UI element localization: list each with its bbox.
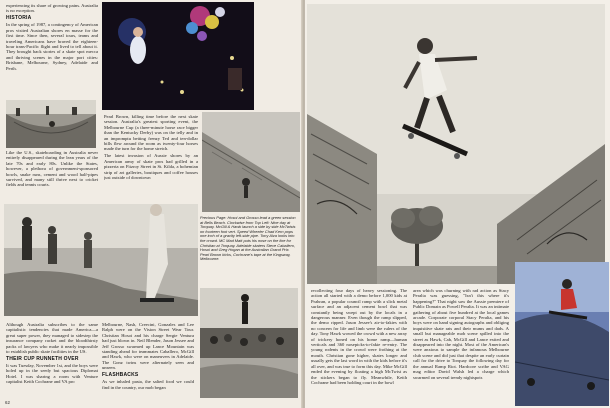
middle-paragraph-2: The latest invasion of Aussie shores by an American army of skate pros had grilled in a pizzeria on Fitzroy Street in St. Kilda, a bohemian strip of art galleries, boutiques and coffee houses just outside of downtown bbox=[104, 153, 198, 180]
photo-inset-skater bbox=[515, 262, 609, 406]
lower-left-paragraph-1: Although Australia subscribes to the same capitalistic tendencies that made America—a great super power, they managed to sidestep the insurance company racket and the bloodthirsty packs of lawyers who make it nearly impossible to establish public skate facilities in the US. bbox=[6, 322, 98, 355]
section-heading-history: HISTORIA bbox=[6, 15, 32, 22]
article-column-bottom-middle bbox=[102, 322, 194, 402]
photo-wall-ride bbox=[202, 112, 300, 212]
lower-middle-paragraph-2: As we inhaled pasta, the salted food we could find in the country, our mob began bbox=[102, 379, 194, 390]
history-paragraph: In the spring of 1987, a contingency of American pros visited Australian shores en masse for the first time. Since then, several tours, teams and traveling Americans have braved the eighteen-hour trans-Pacific flight and lived to tell about it. They brought back stories of a skate spot mecca and thriving scenes in the major port cities: Brisbane, Melbourne, Sydney, Adelaide and Perth. bbox=[6, 22, 98, 71]
right-page bbox=[305, 0, 610, 408]
article-column-bottom-left bbox=[6, 322, 98, 402]
history-paragraph-2: Like the U.S., skateboarding in Australia never entirely disappeared during the lean years of the late 70s and early 80s. Unlike the States, however, a plethora of government-sponsored bowls, snake runs, cement and wood half-pipes survived, and many still thrive next to cricket fields and tennis courts. bbox=[6, 150, 98, 188]
photo-caption: Previous Page: Hosoi and Grosso lead a green session at Bells Beach. Clockwise from Top Left: Nine day at Torquay. McGill & Hawk launch a side by side McTwists on fourteen foot vert. Speed Wheeler Chad Kern pops one inch of a gravity left-side pipe. Tony Alva looks into the crowd. MC Mad Matt puts his nose on the line for Christian at Torquay. Adelaide skaters Steve Caballero, Hosoi and Greg Hogan at the Australian Grand Prix. Pearl Brown kicks, Cochrane's tape at the Kingsway, Melbourne. bbox=[200, 216, 296, 262]
middle-paragraph-1: Pearl Brown, killing time before the next skate session. Australia's greatest sporting event, the Melbourne Cup (a three-minute horse race bigger than the Kentucky Derby) was on the telly and in an impromptu betting frenzy Ted and ten-dollar bills flew around the room as twenty-four horses made the turn for the home stretch. bbox=[104, 114, 198, 152]
right-paragraph-1: recollecting four days of heavy sessioning. The action all started with a demo before 1,000 kids at Prahran, a popular council ramp with a slick metal surface and an adjacent cement bowl that was constantly being swept out by the locals in a dangerous manner. Even though the ramp slipped, the demo ripped. Jason Jessee's air-to-fakies with no concern for life and limb were the rulers of the day. Tony Hawk wowed the crowd with a new array of trickery honed on his home ramp—human verticals and 360 nosepicks-to-fakie re-entry. The young rodents in the crowd were frothing at the mouth. Christian gone higher, skates longer and usually gets the last word in with the kids before it's all over, and was true to form this day. Mike McGill ended the evening by floating a high McTwist as the stickers began to fly. Meanwhile, Keith Cochrane had been holding court in the bowl bbox=[311, 288, 407, 385]
right-paragraph-2: area which was churning with rad action as Stacy Peralta was guessing, "Isn't this where it's happening?" That night saw the Aussie premiere of Public Domain as Powell Peralta. It was an intimate gathering of about five hundred at the local games arcade. Corporate corporal Stacy Peralta, and his boys were on hand signing autographs and obliging inquisitive skate rats and their mums and dads. A small but manageable mob scene spilled into the street as Hawk, Cab, McGill and Lance exited and disappeared into the night. Most of the American's were anxious to sample the infamous Melbourne club scene and did just that despite an early curtain call for the drive to Torquay the following day for the annual Ramp Riot. Hardcore scribe and VAG mag editor David Walsh led a charge which swarmed on several trendy nightspots bbox=[413, 288, 509, 380]
lower-middle-paragraph-1: Melbourne, Nash, Creecini, Gonzales and Lee Ralph were on the Vision Street Wear Tour. Christian Hosoi and his charge Sergie Ventura had just blown in. Neil Blender, Jason Jessee and Jeff Grosso swarmed up Lance Mountain was standing ahead for teammates Caballero, McGill and Hawk, who were on maneuvers in Adelaide. The Gonz twins were alternately seen and unseen. bbox=[102, 322, 194, 371]
photo-skaters-ramp bbox=[4, 204, 198, 316]
article-column-left-continued bbox=[6, 150, 98, 198]
page-number: 62 bbox=[5, 400, 10, 405]
photo-hero-skater-air bbox=[307, 4, 605, 284]
article-column-middle bbox=[104, 114, 198, 202]
article-column-right-2 bbox=[413, 288, 509, 404]
left-page bbox=[0, 0, 303, 408]
section-heading-cup: THEIR CUP RUNNETH OVER bbox=[6, 355, 79, 362]
intro-paragraph: experiencing its share of growing pains. Australia is no exception. bbox=[6, 3, 98, 14]
article-column-right-1 bbox=[311, 288, 407, 404]
lower-left-paragraph-2: It was Tuesday, November 1st, and the boys were holed up in the seedy but spacious Diplomat Hotel. I was sharing a room with Venture capitalist Keith Cochrane and VA pro bbox=[6, 362, 98, 385]
article-column-top-left bbox=[6, 3, 98, 99]
section-heading-flashbacks: FLASHBACKS bbox=[102, 372, 139, 379]
photo-crowd-ramp bbox=[200, 288, 298, 398]
photo-night-party bbox=[102, 2, 254, 110]
photo-skate-bowl bbox=[6, 100, 96, 148]
